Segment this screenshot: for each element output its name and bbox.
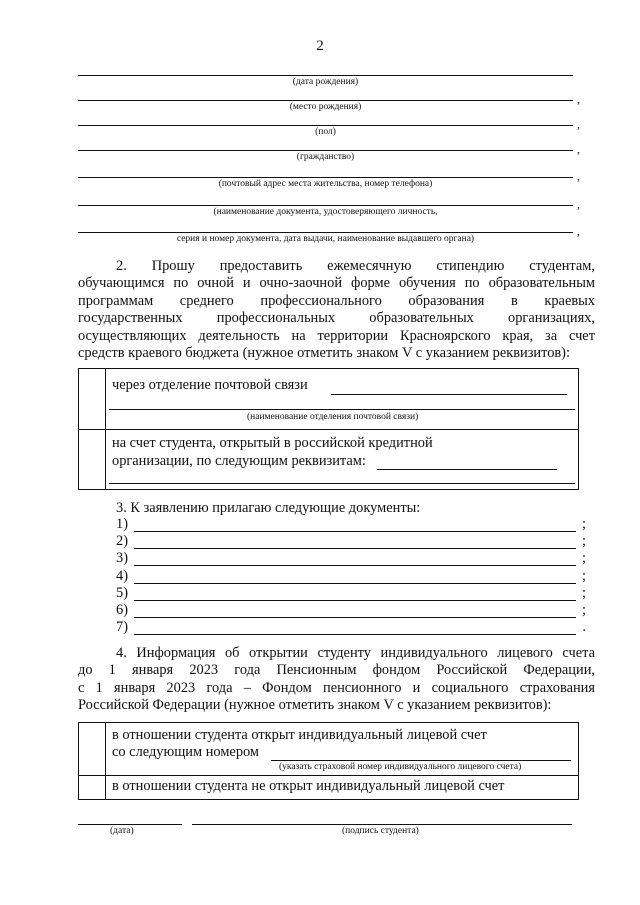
document-item-number: 4) bbox=[116, 567, 128, 584]
personal-field-caption: (почтовый адрес места жительства, номер телефона) bbox=[218, 179, 433, 189]
bank-option-label-2: организации, по следующим реквизитам: bbox=[112, 453, 366, 469]
personal-field-punct: , bbox=[577, 224, 580, 238]
document-item bbox=[116, 516, 586, 533]
attached-documents-list bbox=[116, 516, 586, 636]
post-option-checkbox[interactable] bbox=[81, 371, 103, 427]
section-2-line: государственных профессиональных образовательных организациях, bbox=[78, 310, 595, 327]
document-item-number: 3) bbox=[116, 550, 128, 567]
date-input-line[interactable] bbox=[78, 824, 182, 825]
account-opened-label-2: со следующим номером bbox=[112, 744, 260, 760]
post-office-caption: (наименование отделения почтовой связи) bbox=[247, 412, 419, 422]
personal-field-line[interactable] bbox=[78, 117, 580, 137]
post-office-input-line-2[interactable] bbox=[109, 409, 575, 410]
document-item bbox=[116, 550, 586, 567]
document-item bbox=[116, 602, 586, 619]
section-2-line: 2. Прошу предоставить ежемесячную стипендию студентам, bbox=[116, 258, 595, 274]
document-item bbox=[116, 533, 586, 550]
payment-options-table bbox=[78, 368, 579, 490]
bank-option-checkbox[interactable] bbox=[81, 431, 103, 487]
personal-field-caption: (дата рождения) bbox=[292, 77, 359, 87]
document-item-punct: ; bbox=[582, 516, 586, 532]
section-4-line: 4. Информация об открытии студенту индивидуального лицевого счета bbox=[116, 645, 595, 661]
personal-field-line[interactable] bbox=[78, 75, 573, 87]
section-4-line: с 1 января 2023 года – Фондом пенсионного и социального страхования bbox=[78, 679, 595, 696]
page-number: 2 bbox=[316, 38, 324, 54]
document-item-input-line[interactable] bbox=[134, 583, 576, 584]
post-option-label: через отделение почтовой связи bbox=[112, 377, 308, 393]
personal-field-punct: , bbox=[577, 197, 580, 211]
document-item-input-line[interactable] bbox=[134, 634, 576, 635]
document-item-number: 6) bbox=[116, 601, 128, 618]
account-not-opened-label: в отношении студента не открыт индивидуальный лицевой счет bbox=[112, 778, 505, 794]
section-2-line: средств краевого бюджета (нужное отметить знаком V с указанием реквизитов): bbox=[78, 345, 570, 362]
document-item-number: 5) bbox=[116, 584, 128, 601]
section-4-text bbox=[78, 645, 595, 715]
account-opened-checkbox[interactable] bbox=[81, 725, 103, 773]
signature-input-line[interactable] bbox=[192, 824, 572, 825]
account-options-table bbox=[78, 722, 579, 800]
document-item bbox=[116, 619, 586, 636]
bank-details-input-line-2[interactable] bbox=[109, 483, 575, 484]
document-item-number: 2) bbox=[116, 533, 128, 550]
document-item-punct: ; bbox=[582, 533, 586, 550]
personal-field-caption: (наименование документа, удостоверяющего личность, bbox=[213, 207, 438, 217]
personal-field-punct: , bbox=[577, 169, 580, 183]
section-4-line: до 1 января 2023 года Пенсионным фондом Российской Федерации, bbox=[78, 662, 595, 679]
document-item-number: 7) bbox=[116, 619, 128, 636]
personal-field-line[interactable] bbox=[78, 142, 580, 162]
signature-caption: (подпись студента) bbox=[342, 826, 419, 836]
document-item-input-line[interactable] bbox=[134, 548, 576, 549]
personal-field-line[interactable] bbox=[78, 92, 580, 112]
personal-field-caption: серия и номер документа, дата выдачи, наименование выдавшего органа) bbox=[176, 234, 475, 244]
personal-field-punct: , bbox=[577, 117, 580, 131]
document-item-input-line[interactable] bbox=[134, 531, 576, 532]
bank-option-label-1: на счет студента, открытый в российской кредитной bbox=[112, 435, 433, 451]
section-2-line: обучающимся по очной и очно-заочной форме обучения по образовательным bbox=[78, 275, 595, 292]
section-2-line: программам среднего профессионального образования в краевых bbox=[78, 292, 595, 309]
personal-field-line[interactable] bbox=[78, 169, 580, 189]
section-2-line: осуществляющих деятельность на территории Красноярского края, за счет bbox=[78, 327, 595, 344]
personal-field-caption: (пол) bbox=[315, 127, 336, 137]
document-item-punct: ; bbox=[582, 550, 586, 567]
section-3-heading: 3. К заявлению прилагаю следующие документы: bbox=[116, 500, 421, 516]
document-item-input-line[interactable] bbox=[134, 617, 576, 618]
personal-field-caption: (гражданство) bbox=[296, 152, 355, 162]
document-item-punct: ; bbox=[582, 601, 586, 618]
snils-input-line[interactable] bbox=[271, 760, 571, 761]
document-item bbox=[116, 568, 586, 585]
document-item-input-line[interactable] bbox=[134, 565, 576, 566]
snils-caption: (указать страховой номер индивидуального лицевого счета) bbox=[279, 762, 522, 772]
post-office-input-line[interactable] bbox=[331, 394, 567, 395]
document-item-number: 1) bbox=[116, 516, 128, 532]
personal-field-line[interactable] bbox=[78, 224, 580, 244]
date-caption: (дата) bbox=[110, 826, 134, 836]
personal-field-punct: , bbox=[577, 142, 580, 156]
section-2-text bbox=[78, 258, 595, 362]
section-4-line: Российской Федерации (нужное отметить знаком V с указанием реквизитов): bbox=[78, 697, 552, 714]
document-item bbox=[116, 585, 586, 602]
document-item-input-line[interactable] bbox=[134, 600, 576, 601]
bank-details-input-line[interactable] bbox=[377, 469, 557, 470]
account-not-opened-checkbox[interactable] bbox=[81, 777, 103, 797]
personal-field-line[interactable] bbox=[78, 197, 580, 217]
document-item-punct: . bbox=[582, 619, 586, 636]
personal-field-punct: , bbox=[577, 92, 580, 106]
personal-field-caption: (место рождения) bbox=[289, 102, 362, 112]
document-item-punct: ; bbox=[582, 584, 586, 601]
account-opened-label-1: в отношении студента открыт индивидуальный лицевой счет bbox=[112, 727, 487, 743]
document-item-punct: ; bbox=[582, 567, 586, 584]
